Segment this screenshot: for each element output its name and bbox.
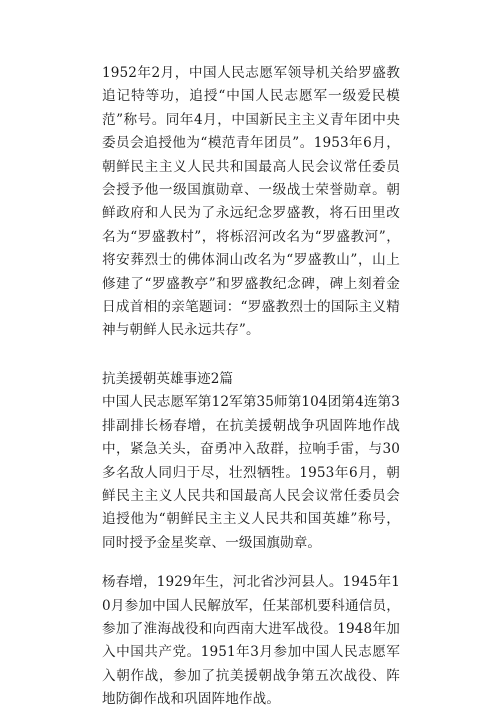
paragraph-yang-chunzeng-bio: 杨春增，1929年生，河北省沙河县人。1945年10月参加中国人民解放军，任某部机要科通信员，参加了淮海战役和向西南大进军战役。1948年加入中国共产党。1951年3月参加中国人民志愿军入朝作战，参加了抗美援朝战争第五次战役、阵地防御作战和巩固阵地作战。 xyxy=(102,574,400,708)
paragraph-yang-chunzeng-deed: 中国人民志愿军第12军第35师第104团第4连第3排副排长杨春增，在抗美援朝战争巩固阵地作战中，紧急关头，奋勇冲入敌群，拉响手雷，与30多名敌人同归于尽，壮烈牺牲。1953年6月，朝鲜民主主义人民共和国最高人民会议常任委员会追授他为“朝鲜民主主义人民共和国英雄”称号，同时授予金星奖章、一级国旗勋章。 xyxy=(102,394,400,551)
document-page xyxy=(102,62,400,712)
section-heading: 抗美援朝英雄事迹2篇 xyxy=(102,370,233,387)
paragraph-award-luo-shengjiao: 1952年2月，中国人民志愿军领导机关给罗盛教追记特等功，追授“中国人民志愿军一级爱民模范”称号。同年4月，中国新民主主义青年团中央委员会追授他为“模范青年团员”。1953年6月，朝鲜民主主义人民共和国最高人民会议常任委员会授予他一级国旗勋章、一级战士荣誉勋章。朝鲜政府和人民为了永远纪念罗盛教，将石田里改名为“罗盛教村”，将栎沼河改名为“罗盛教河”，将安葬烈士的佛体洞山改名为“罗盛教山”，山上修建了“罗盛教亭”和罗盛教纪念碑，碑上刻着金日成首相的亲笔题词：“罗盛教烈士的国际主义精神与朝鲜人民永远共存”。 xyxy=(102,65,400,339)
paragraph-spacer xyxy=(102,555,400,571)
paragraph-spacer xyxy=(102,343,400,368)
